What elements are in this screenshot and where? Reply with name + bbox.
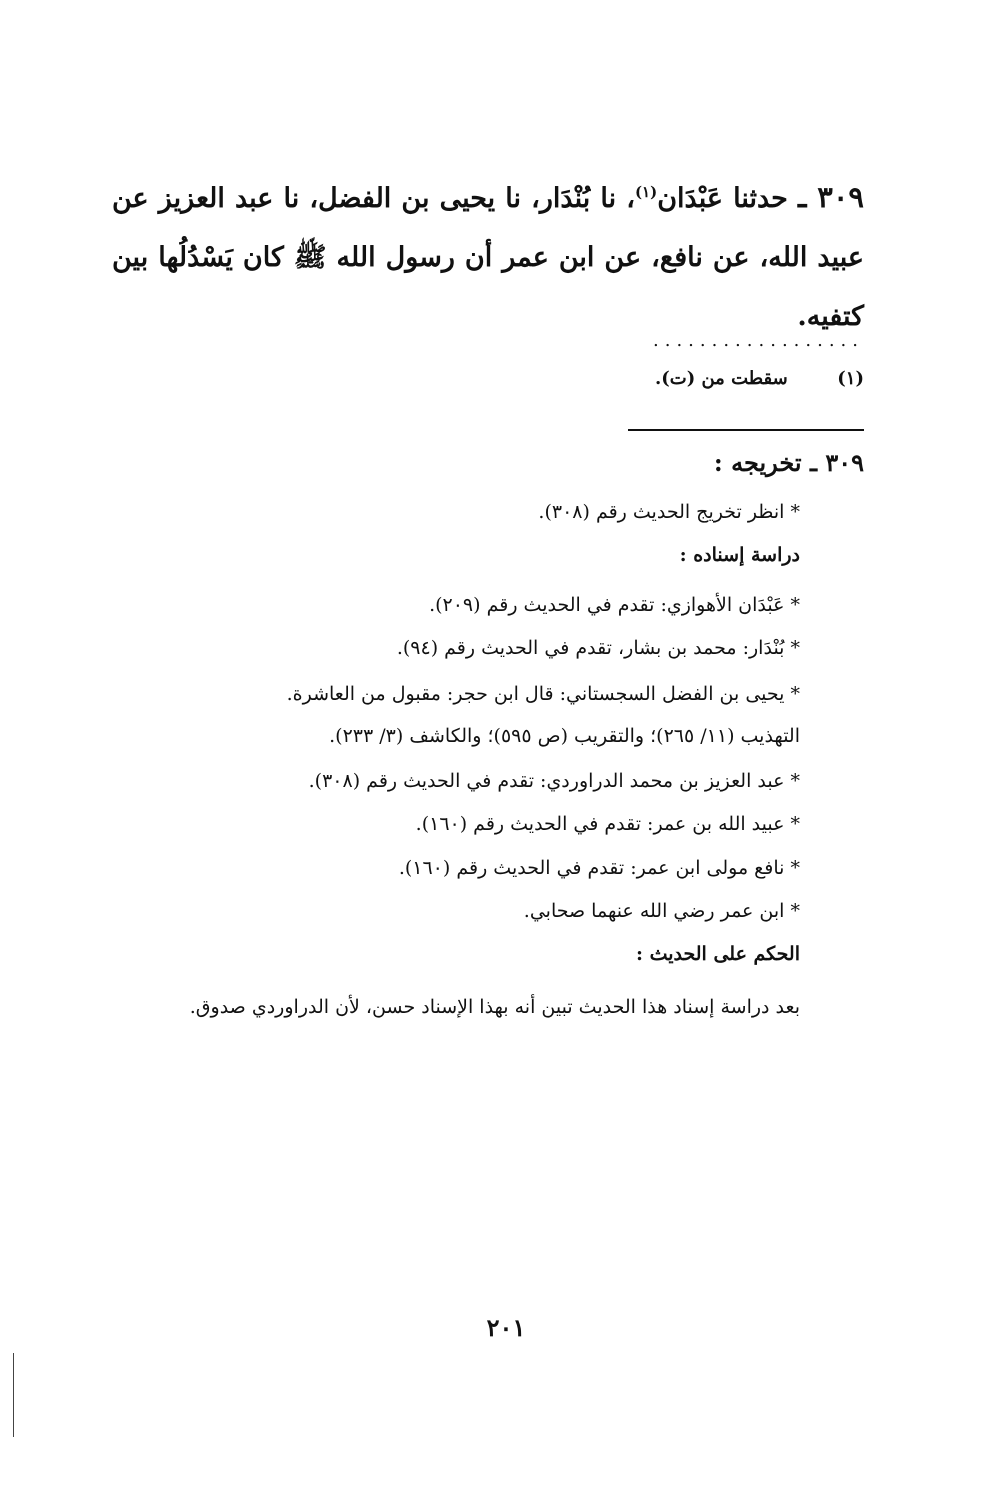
- isnad-heading: دراسة إسناده :: [679, 544, 800, 566]
- takhrij-number: ٣٠٩ ـ: [809, 448, 864, 477]
- isnad-item: * يحيى بن الفضل السجستاني: قال ابن حجر: مقبول من العاشرة.: [286, 683, 800, 705]
- hadith-number: ٣٠٩ ـ: [797, 180, 865, 214]
- isnad-item: * ابن عمر رضي الله عنهما صحابي.: [523, 900, 800, 922]
- footnote: [655, 368, 864, 389]
- hukm-heading: الحكم على الحديث :: [635, 943, 800, 965]
- hadith-text-part2: ، نا بُنْدَار، نا يحيى بن الفضل، نا عبد العزيز عن عبيد الله، عن نافع، عن ابن عمر أن رسول الله ﷺ كان يَسْدُلُها بين كتفيه.: [112, 183, 864, 332]
- takhrij-heading: [714, 448, 864, 477]
- footnote-separator-dots: ..................: [653, 330, 864, 351]
- page-number: ٢٠١: [486, 1313, 526, 1342]
- footnote-marker: (١): [634, 183, 658, 201]
- isnad-item: * عَبْدَان الأهوازي: تقدم في الحديث رقم (٢٠٩).: [429, 594, 800, 616]
- section-divider: [628, 429, 864, 431]
- scan-edge-line: [13, 1353, 14, 1437]
- isnad-item: التهذيب (١١/ ٢٦٥)؛ والتقريب (ص ٥٩٥)؛ والكاشف (٣/ ٢٣٣).: [329, 725, 800, 747]
- isnad-item: * بُنْدَار: محمد بن بشار، تقدم في الحديث رقم (٩٤).: [396, 637, 800, 659]
- hukm-text: بعد دراسة إسناد هذا الحديث تبين أنه بهذا الإسناد حسن، لأن الدراوردي صدوق.: [189, 996, 800, 1018]
- footnote-text: سقطت من (ت).: [654, 368, 788, 389]
- takhrij-line: * انظر تخريج الحديث رقم (٣٠٨).: [538, 501, 800, 523]
- isnad-item: * نافع مولى ابن عمر: تقدم في الحديث رقم (١٦٠).: [398, 857, 800, 879]
- isnad-item: * عبيد الله بن عمر: تقدم في الحديث رقم (١٦٠).: [415, 813, 800, 835]
- isnad-item: * عبد العزيز بن محمد الدراوردي: تقدم في الحديث رقم (٣٠٨).: [308, 770, 800, 792]
- hadith-text-part1: حدثنا عَبْدَان: [657, 183, 788, 214]
- footnote-number: (١): [837, 368, 864, 389]
- takhrij-title: تخريجه :: [713, 448, 802, 477]
- hadith-text: [112, 168, 864, 346]
